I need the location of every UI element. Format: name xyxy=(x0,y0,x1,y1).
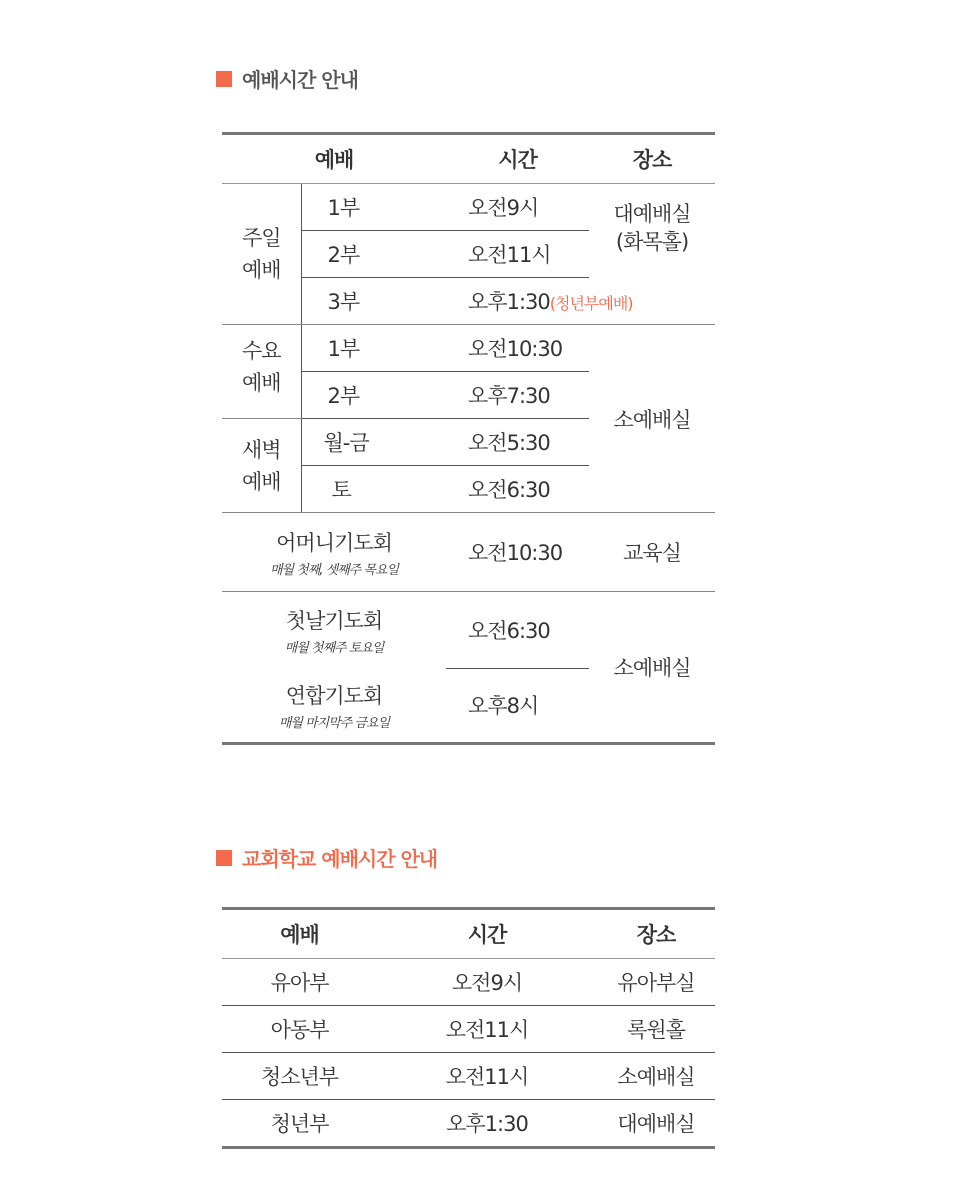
header-service: 예배 xyxy=(222,909,377,959)
place-value: 유아부실 xyxy=(597,959,715,1006)
time-value: 오전10:30 xyxy=(446,325,589,372)
part-label: 2부 xyxy=(301,231,446,278)
time-value: 오전9시 xyxy=(446,184,589,231)
time-value: 오전6:30 xyxy=(446,592,589,669)
church-school-table xyxy=(222,907,715,1149)
square-bullet-icon xyxy=(216,71,232,87)
place-education: 교육실 xyxy=(589,513,715,592)
time-value: 오후1:30 xyxy=(446,1112,528,1136)
time-value: 오후7:30 xyxy=(446,372,589,419)
place-value: 대예배실 xyxy=(617,1112,695,1136)
worship-schedule-table xyxy=(222,132,715,745)
table-row xyxy=(222,184,715,231)
time-value: 오전9시 xyxy=(377,959,597,1006)
place-small-chapel-2: 소예배실 xyxy=(613,656,691,680)
time-value: 오전11시 xyxy=(446,231,589,278)
part-label: 2부 xyxy=(301,372,446,419)
table-header-row xyxy=(222,134,715,184)
header-time: 시간 xyxy=(377,909,597,959)
part-label: 1부 xyxy=(301,325,446,372)
square-bullet-icon xyxy=(216,850,232,866)
prayer-union: 연합기도회 매월 마지막주 금요일 xyxy=(278,683,390,731)
time-value: 오전6:30 xyxy=(446,466,589,513)
section-title-worship xyxy=(216,64,358,93)
part-label: 3부 xyxy=(301,278,446,325)
service-name: 청소년부 xyxy=(222,1053,377,1100)
place-value: 소예배실 xyxy=(597,1053,715,1100)
prayer-firstday: 첫날기도회 매월 첫째주 토요일 xyxy=(284,608,384,656)
section-title-text: 교회학교 예배시간 안내 xyxy=(242,847,438,871)
section-title-church-school xyxy=(216,843,437,872)
category-dawn: 새벽 예배 xyxy=(222,419,301,513)
category-wednesday: 수요 예배 xyxy=(222,325,301,419)
time-value: 오후1:30(청년부예배) xyxy=(446,278,715,325)
place-sunday: 대예배실 (화목홀) xyxy=(613,202,691,254)
header-place: 장소 xyxy=(597,909,715,959)
table-row xyxy=(222,325,715,372)
time-value: 오전11시 xyxy=(377,1006,597,1053)
service-name: 유아부 xyxy=(222,959,377,1006)
prayer-mothers: 어머니기도회 매월 첫째, 셋째주 목요일 xyxy=(222,513,446,592)
service-name: 청년부 xyxy=(270,1112,329,1136)
youth-note: (청년부예배) xyxy=(549,294,633,313)
part-label: 1부 xyxy=(301,184,446,231)
table-row xyxy=(222,513,715,592)
section-title-text: 예배시간 안내 xyxy=(242,68,358,92)
header-place: 장소 xyxy=(589,134,715,184)
table-row xyxy=(222,1053,715,1100)
table-row xyxy=(222,959,715,1006)
part-label: 토 xyxy=(301,466,446,513)
service-name: 아동부 xyxy=(222,1006,377,1053)
header-time: 시간 xyxy=(446,134,589,184)
time-value: 오전10:30 xyxy=(446,513,589,592)
time-value: 오전5:30 xyxy=(446,419,589,466)
category-sunday: 주일 예배 xyxy=(222,184,301,325)
place-value: 록원홀 xyxy=(597,1006,715,1053)
time-value: 오전11시 xyxy=(377,1053,597,1100)
header-service: 예배 xyxy=(222,134,446,184)
table-row xyxy=(222,1006,715,1053)
table-header-row xyxy=(222,909,715,959)
table-row xyxy=(222,1100,715,1148)
part-label: 월-금 xyxy=(301,419,446,466)
place-small-chapel: 소예배실 xyxy=(589,325,715,513)
table-row xyxy=(222,592,715,669)
time-value: 오후8시 xyxy=(468,694,539,719)
